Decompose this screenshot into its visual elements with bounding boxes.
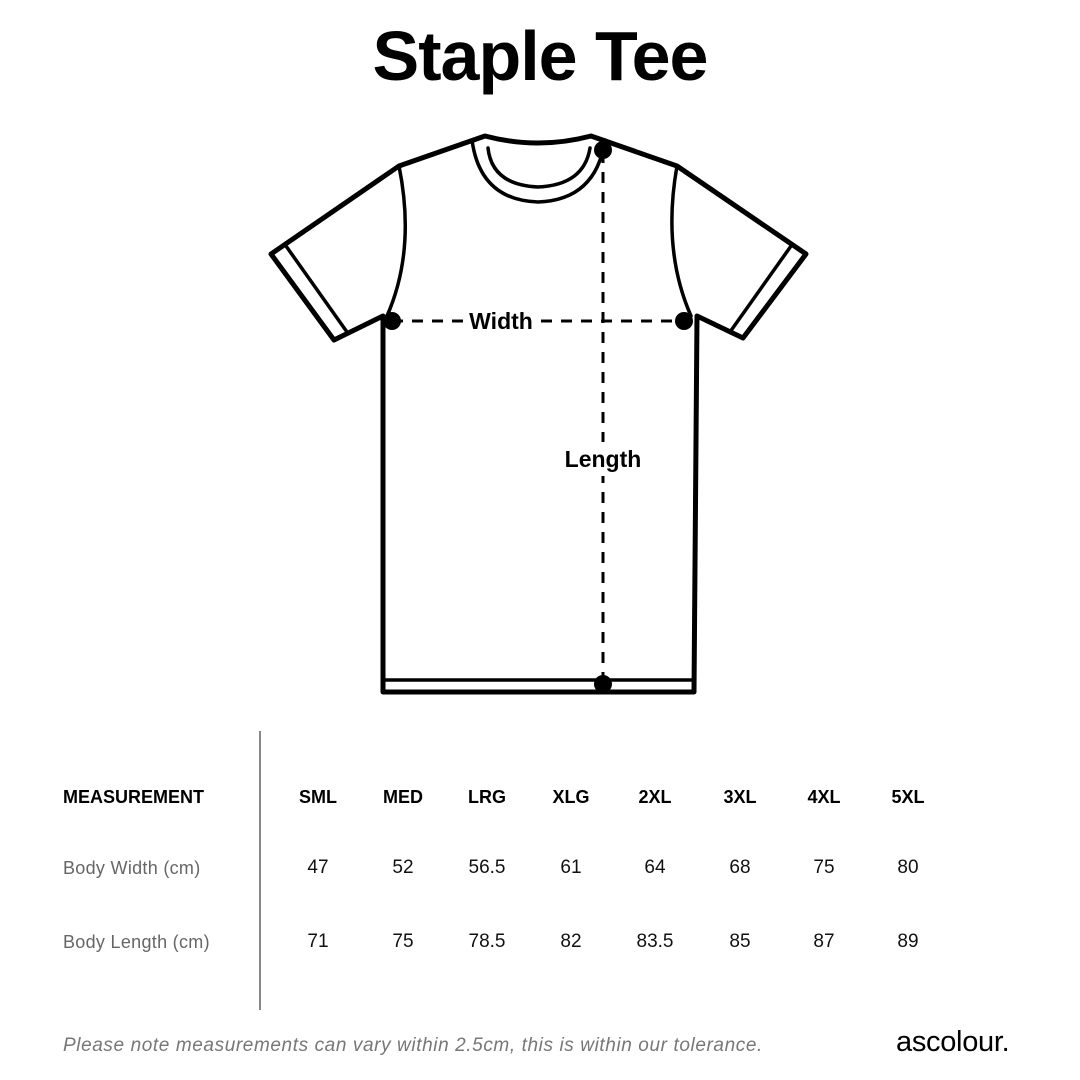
page-title: Staple Tee [372,17,708,95]
size-header: 2XL [638,787,672,807]
length-label: Length [564,446,642,472]
length-top-dot [594,141,612,159]
tshirt-outline [271,136,806,692]
table-header-row [0,782,1080,812]
tshirt-seams [286,140,791,680]
table-cell: 89 [897,931,919,952]
table-row [0,853,1080,883]
table-cell: 82 [560,931,582,952]
table-cell: 75 [392,931,414,952]
size-header: 5XL [891,787,925,807]
measurement-header: MEASUREMENT [63,787,205,807]
size-header: LRG [468,787,506,807]
table-cell: 47 [307,857,329,878]
size-header: 4XL [807,787,841,807]
size-header: XLG [552,787,590,807]
measure-lines [392,152,684,684]
table-cell: 75 [813,857,835,878]
table-cell: 61 [560,857,582,878]
table-cell: 68 [729,857,751,878]
size-header: 3XL [723,787,757,807]
table-cell: 87 [813,931,835,952]
size-header: MED [383,787,423,807]
width-left-dot [383,312,401,330]
table-cell: 85 [729,931,751,952]
table-cell: 83.5 [636,931,674,952]
table-cell: 64 [644,857,666,878]
table-cell: 78.5 [468,931,506,952]
table-row [0,927,1080,957]
brand-logo: ascolour. [896,1026,1010,1058]
width-label: Width [469,308,533,334]
length-bottom-dot [594,675,612,693]
tolerance-note: Please note measurements can vary within 2.5cm, this is within our tolerance. [63,1035,763,1056]
table-cell: 80 [897,857,919,878]
row-label: Body Length (cm) [63,932,210,952]
size-header: SML [299,787,337,807]
row-label: Body Width (cm) [63,858,201,878]
table-cell: 71 [307,931,329,952]
table-cell: 52 [392,857,414,878]
table-cell: 56.5 [468,857,506,878]
width-right-dot [675,312,693,330]
